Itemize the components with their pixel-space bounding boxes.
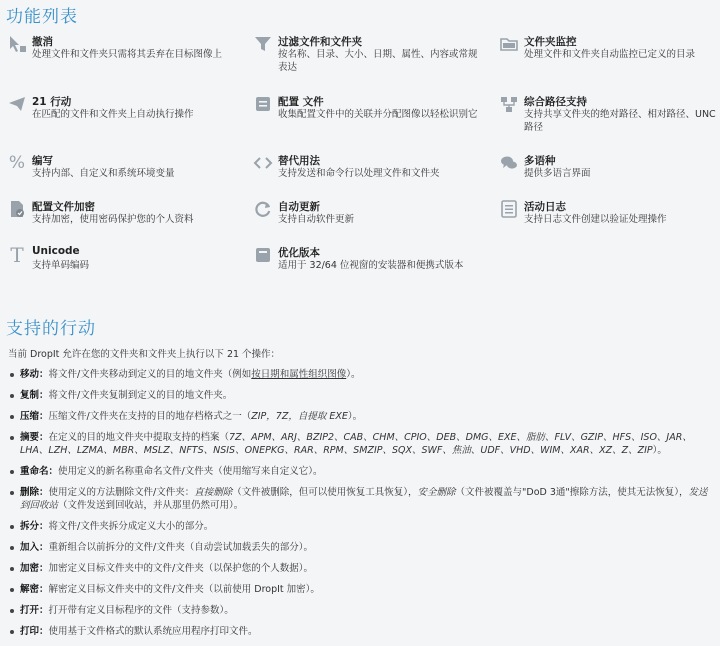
action-name: 摘要 [20, 432, 40, 443]
list-item: 拆分：将文件/文件夹拆分成定义大小的部分。 [8, 520, 708, 533]
font-t-icon: T [10, 243, 24, 267]
organize-images-link[interactable]: 按日期和属性组织图像 [251, 369, 347, 380]
cursor-plus-icon [6, 33, 28, 55]
action-italic: 直接删除 [194, 487, 233, 498]
folder-monitor-icon [498, 33, 520, 55]
action-name: 拆分 [20, 521, 40, 532]
feature-desc: 支持加密，使用密码保护您的个人资料 [32, 214, 194, 225]
action-text: 使用定义的方法删除文件/文件夹： [48, 487, 195, 498]
action-text: 压缩文件/文件夹在支持的目的地存档格式之一（ [48, 411, 252, 422]
list-item: 压缩：压缩文件/文件夹在支持的目的地存档格式之一（ZIP，7Z，自提取 EXE）。 [8, 410, 708, 423]
action-italic: ZIP，7Z，自提取 EXE [251, 411, 348, 422]
action-text: ）。 [652, 445, 667, 456]
action-italic: 安全删除 [417, 487, 456, 498]
feature-desc: 支持发送和命令行以处理文件和文件夹 [278, 168, 440, 179]
action-text: 加密定义目标文件夹中的文件/文件夹（以保护您的个人数据）。 [48, 563, 313, 574]
action-text: 打开带有定义目标程序的文件（支持参数）。 [48, 605, 234, 616]
refresh-icon [252, 198, 274, 220]
action-name: 删除 [20, 487, 40, 498]
feature-desc: 支持自动软件更新 [278, 214, 355, 225]
feature-title: 综合路径支持 [524, 96, 587, 108]
action-italic: 发送到回收站 [20, 487, 708, 511]
network-path-icon [498, 93, 520, 115]
feature-title: 过滤文件和文件夹 [278, 36, 362, 48]
feature-desc: 支持共享文件夹的绝对路径、相对路径、UNC 路径 [524, 109, 716, 133]
feature-desc: 适用于 32/64 位视窗的安装器和便携式版本 [278, 260, 464, 271]
action-name: 加入 [20, 542, 40, 553]
action-name: 压缩 [20, 411, 40, 422]
action-text: 将文件/文件夹复制到定义的目的地文件夹。 [48, 390, 233, 401]
actions-heading: 支持的行动 [6, 319, 96, 339]
list-item: 摘要：在定义的目的地文件夹中提取支持的档案（7Z、APM、ARJ、BZIP2、CAB、CHM、CPIO、DEB、DMG、EXE、脂肪、FLV、GZIP、HFS、ISO、JAR、LHA、LZH、LZMA、MBR、MSLZ、NFTS、NSIS、ONEPKG、RAR、RPM、SMZIP、SQX、SWF、焦油、UDF、VHD、WIM、XAR、XZ、Z、ZIP）。 [8, 431, 708, 457]
feature-desc: 收集配置文件中的关联并分配图像以轻松识别它 [278, 109, 478, 120]
action-text: 将文件/文件夹移动到定义的目的地文件夹（例如 [48, 369, 252, 380]
action-text: ）。 [347, 411, 363, 422]
features-heading: 功能列表 [6, 7, 78, 27]
action-name: 打开 [20, 605, 40, 616]
action-text: 将文件/文件夹拆分成定义大小的部分。 [48, 521, 214, 532]
action-text: 使用定义的新名称重命名文件/文件夹（使用缩写来自定义它）。 [58, 466, 323, 477]
feature-desc: 按名称、目录、大小、日期、属性、内容或常规表达 [278, 49, 478, 73]
action-name: 复制 [20, 390, 40, 401]
feature-desc: 支持日志文件创建以验证处理操作 [524, 214, 667, 225]
feature-title: 编写 [32, 155, 53, 167]
action-name: 打印 [20, 626, 40, 637]
log-list-icon [498, 198, 520, 220]
feature-desc: 在匹配的文件和文件夹上自动执行操作 [32, 109, 194, 120]
list-item: 重命名：使用定义的新名称重命名文件/文件夹（使用缩写来自定义它）。 [8, 465, 708, 478]
action-text: 重新组合以前拆分的文件/文件夹（自动尝试加载丢失的部分）。 [48, 542, 313, 553]
feature-title: 自动更新 [278, 201, 320, 213]
actions-list [8, 368, 708, 646]
feature-desc: 支持单码编码 [32, 260, 90, 271]
action-italic: 7Z、APM、ARJ、BZIP2、CAB、CHM、CPIO、DEB、DMG、EXE、脂肪、FLV、GZIP、HFS、ISO、JAR、LHA、LZH、LZMA、MBR、MSLZ、NFTS、NSIS、ONEPKG、RAR、RPM、SMZIP、SQX、SWF、焦油、UDF、VHD、WIM、XAR、XZ、Z、ZIP [20, 432, 692, 456]
feature-desc: 处理文件和文件夹自动监控已定义的目录 [524, 49, 696, 60]
feature-title: 替代用法 [278, 155, 320, 167]
action-name: 移动 [20, 369, 40, 380]
percent-icon: % [8, 153, 26, 173]
feature-title: 撤消 [32, 36, 53, 48]
action-name: 重命名 [20, 466, 49, 477]
feature-title: 配置文件加密 [32, 201, 95, 213]
filter-icon [252, 33, 274, 55]
action-text: 使用基于文件格式的默认系统应用程序打印文件。 [48, 626, 258, 637]
list-item: 打印：使用基于文件格式的默认系统应用程序打印文件。 [8, 625, 708, 638]
actions-intro: 当前 DropIt 允许在您的文件夹和文件夹上执行以下 21 个操作： [8, 349, 281, 360]
chat-bubbles-icon [498, 152, 520, 174]
list-item: 加入：重新组合以前拆分的文件/文件夹（自动尝试加载丢失的部分）。 [8, 541, 708, 554]
list-item: 删除：使用定义的方法删除文件/文件夹：直接删除（文件被删除，但可以使用恢复工具恢复），安全删除（文件被覆盖与"DoD 3通"擦除方法，使其无法恢复），发送到回收站（文件发送到回收站，并从那里仍然可用）。 [8, 486, 708, 512]
feature-desc: 提供多语言界面 [524, 168, 591, 179]
code-icon [252, 152, 274, 174]
list-item: 移动：将文件/文件夹移动到定义的目的地文件夹（例如按日期和属性组织图像）。 [8, 368, 708, 381]
list-item: 复制：将文件/文件夹复制到定义的目的地文件夹。 [8, 389, 708, 402]
list-item: 加密：加密定义目标文件夹中的文件/文件夹（以保护您的个人数据）。 [8, 562, 708, 575]
feature-title: Unicode [32, 245, 80, 257]
action-name: 加密 [20, 563, 40, 574]
feature-desc: 支持内部、自定义和系统环境变量 [32, 168, 175, 179]
list-item: 解密：解密定义目标文件夹中的文件/文件夹（以前使用 DropIt 加密）。 [8, 583, 708, 596]
feature-desc: 处理文件和文件夹只需将其丢弃在目标图像上 [32, 49, 223, 60]
encrypted-file-icon [6, 198, 28, 220]
action-text: ）。 [346, 369, 361, 380]
action-name: 解密 [20, 584, 40, 595]
feature-title: 21 行动 [32, 96, 72, 108]
action-text: （文件被覆盖与"DoD 3通"擦除方法，使其无法恢复）， [455, 487, 689, 498]
feature-title: 多语种 [524, 155, 556, 167]
feature-title: 配置 文件 [278, 96, 324, 108]
action-text: 解密定义目标文件夹中的文件/文件夹（以前使用 DropIt 加密）。 [48, 584, 320, 595]
action-text: （文件被删除，但可以使用恢复工具恢复）， [232, 487, 418, 498]
paper-plane-icon [6, 93, 28, 115]
feature-title: 优化版本 [278, 247, 320, 259]
feature-title: 活动日志 [524, 201, 566, 213]
feature-title: 文件夹监控 [524, 36, 577, 48]
config-file-icon [252, 93, 274, 115]
portable-app-icon [252, 244, 274, 266]
action-text: （文件发送到回收站，并从那里仍然可用）。 [58, 500, 244, 511]
action-text: 在定义的目的地文件夹中提取支持的档案（ [48, 432, 230, 443]
list-item: 打开：打开带有定义目标程序的文件（支持参数）。 [8, 604, 708, 617]
